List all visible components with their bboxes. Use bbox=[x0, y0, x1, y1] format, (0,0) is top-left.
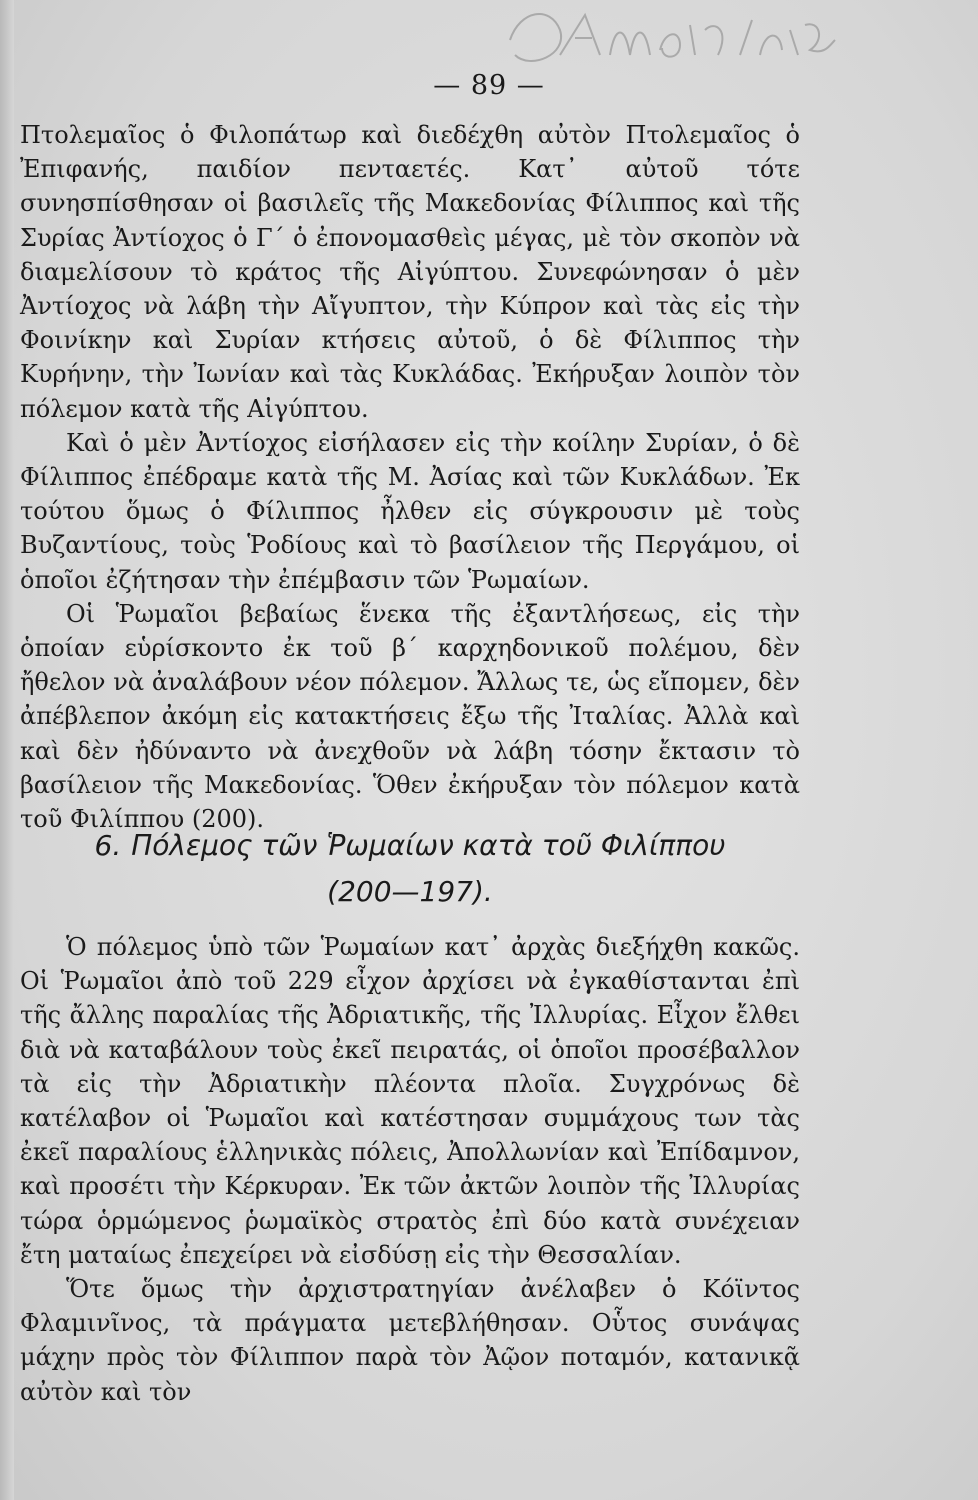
binding-gutter bbox=[0, 0, 14, 1500]
main-text-top bbox=[20, 118, 800, 836]
paragraph-5: Ὅτε ὅμως τὴν ἀρχιστρατηγίαν ἀνέλαβεν ὁ Κόϊντος Φλαμινῖνος, τὰ πράγματα μετεβλήθησαν. Οὗτος συνάψας μάχην πρὸς τὸν Φίλιππον παρὰ τὸν Ἀῷον ποταμόν, κατανικᾷ αὐτὸν καὶ τὸν bbox=[20, 1275, 800, 1406]
paragraph-4: Ὁ πόλεμος ὑπὸ τῶν Ῥωμαίων κατ᾽ ἀρχὰς διεξήχθη κακῶς. Οἱ Ῥωμαῖοι ἀπὸ τοῦ 229 εἶχον ἀρχίσει νὰ ἐγκαθίστανται ἐπὶ τῆς ἄλλης παραλίας τῆς Ἀδριατικῆς, τῆς Ἰλλυρίας. Εἶχον ἔλθει διὰ νὰ καταβάλουν τοὺς ἐκεῖ πειρατάς, οἱ ὁποῖοι προσέβαλλον τὰ εἰς τὴν Ἀδριατικὴν πλέοντα πλοῖα. Συγχρόνως δὲ κατέλαβον οἱ Ῥωμαῖοι καὶ κατέστησαν συμμάχους των τὰς ἐκεῖ παραλίους ἑλληνικὰς πόλεις, Ἀπολλωνίαν καὶ Ἐπίδαμνον, καὶ προσέτι τὴν Κέρκυραν. Ἐκ τῶν ἀκτῶν λοιπὸν τῆς Ἰλλυρίας τώρα ὁρμώμενος ῥωμαϊκὸς στρατὸς ἐπὶ δύο κατὰ συνέχειαν ἔτη ματαίως ἐπεχείρει νὰ εἰσδύσῃ εἰς τὴν Θεσσαλίαν. bbox=[20, 933, 800, 1269]
handwritten-signature bbox=[490, 0, 840, 80]
section-heading bbox=[20, 822, 800, 870]
paragraph-2: Καὶ ὁ μὲν Ἀντίοχος εἰσήλασεν εἰς τὴν κοίλην Συρίαν, ὁ δὲ Φίλιππος ἐπέδραμε κατὰ τῆς Μ. Ἀσίας καὶ τῶν Κυκλάδων. Ἐκ τούτου ὅμως ὁ Φίλιππος ἦλθεν εἰς σύγκρουσιν μὲ τοὺς Βυζαντίους, τοὺς Ῥοδίους καὶ τὸ βασίλειον τῆς Περγάμου, οἱ ὁποῖοι ἐζήτησαν τὴν ἐπέμβασιν τῶν Ῥωμαίων. bbox=[20, 428, 800, 594]
paragraph-3: Οἱ Ῥωμαῖοι βεβαίως ἕνεκα τῆς ἐξαντλήσεως, εἰς τὴν ὁποίαν εὑρίσκοντο ἐκ τοῦ β´ καρχηδονικοῦ πολέμου, δὲν ἤθελον νὰ ἀναλάβουν νέον πόλεμον. Ἄλλως τε, ὡς εἴπομεν, δὲν ἀπέβλεπον ἀκόμη εἰς κατακτήσεις ἔξω τῆς Ἰταλίας. Ἀλλὰ καὶ καὶ δὲν ἠδύναντο νὰ ἀνεχθοῦν νὰ λάβη τόσην ἔκτασιν τὸ βασίλειον τῆς Μακεδονίας. Ὅθεν ἐκήρυξαν τὸν πόλεμον κατὰ τοῦ Φιλίππου (200). bbox=[20, 599, 800, 834]
page-number: — 89 — bbox=[433, 70, 545, 101]
paragraph-1: Πτολεμαῖος ὁ Φιλοπάτωρ καὶ διεδέχθη αὐτὸν Πτολεμαῖος ὁ Ἐπιφανής, παιδίον πενταετές. Κατ᾽ αὐτοῦ τότε συνησπίσθησαν οἱ βασιλεῖς τῆς Μακεδονίας Φίλιππος καὶ τῆς Συρίας Ἀντίοχος ὁ Γ´ ὁ ἐπονομασθεὶς μέγας, μὲ τὸν σκοπὸν νὰ διαμελίσουν τὸ κράτος τῆς Αἰγύπτου. Συνεφώνησαν ὁ μὲν Ἀντίοχος νὰ λάβη τὴν Αἴγυπτον, τὴν Κύπρον καὶ τὰς εἰς τὴν Φοινίκην καὶ Συρίαν κτήσεις αὐτοῦ, ὁ δὲ Φίλιππος τὴν Κυρήνην, τὴν Ἰωνίαν καὶ τὰς Κυκλάδας. Ἐκήρυξαν λοιπὸν τὸν πόλεμον κατὰ τῆς Αἰγύπτου. bbox=[20, 121, 800, 423]
main-text-bottom bbox=[20, 930, 800, 1409]
section-years: (200—197). bbox=[327, 875, 493, 908]
section-title: Πόλεμος τῶν Ῥωμαίων κατὰ τοῦ Φιλίππου bbox=[131, 829, 726, 862]
section-number: 6. bbox=[94, 829, 122, 862]
